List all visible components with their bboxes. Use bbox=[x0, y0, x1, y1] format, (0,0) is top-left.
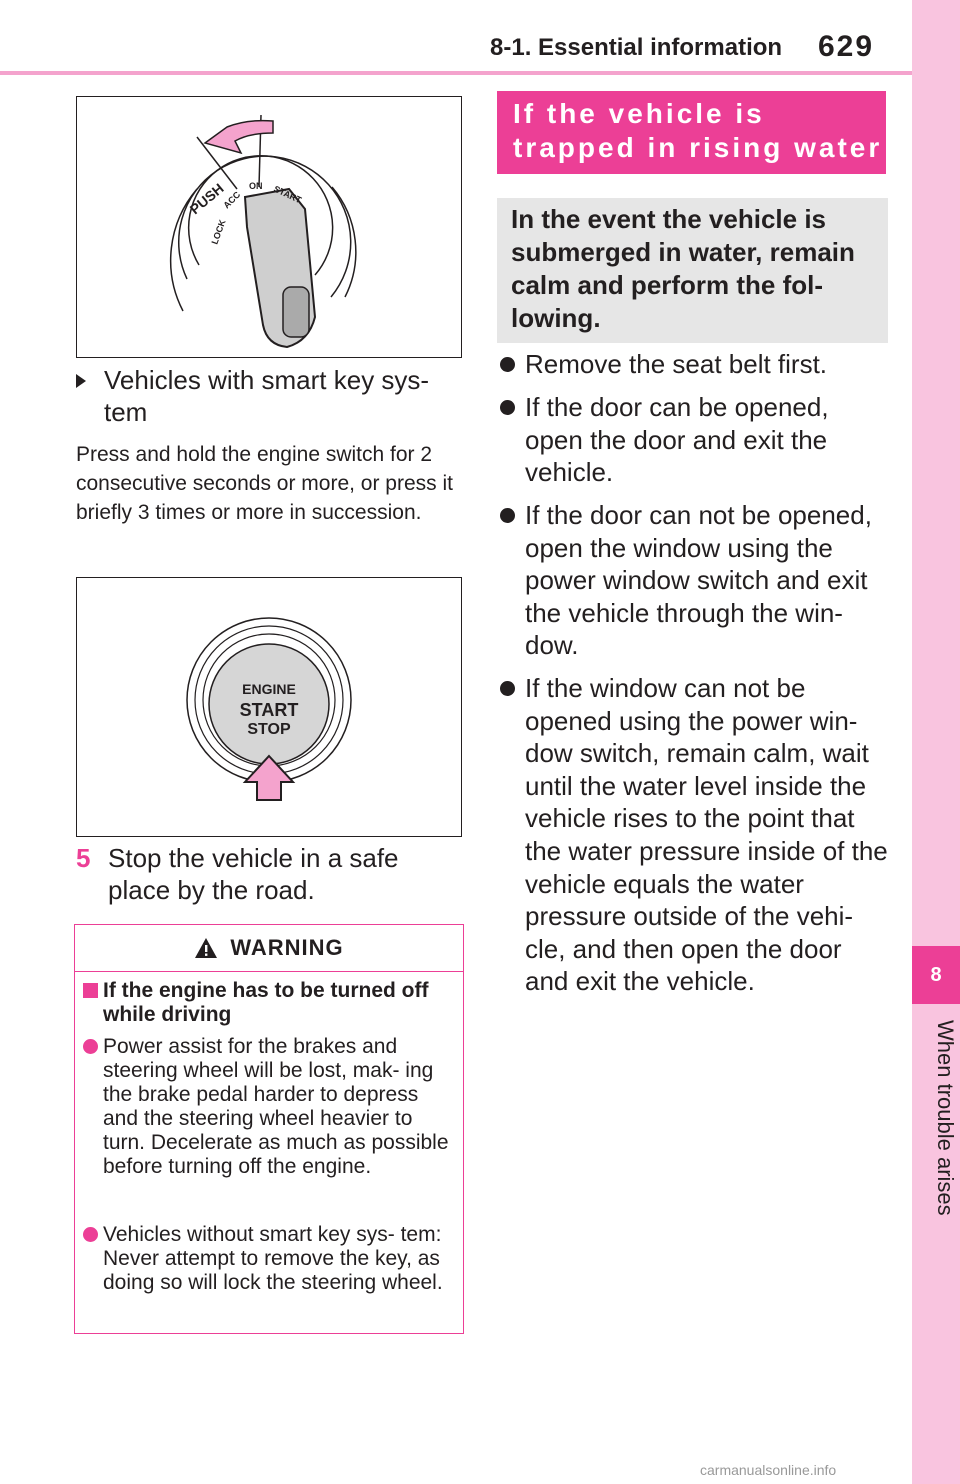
svg-text:PUSH: PUSH bbox=[186, 180, 227, 218]
section-banner: If the vehicle is trapped in rising water bbox=[497, 91, 886, 174]
circle-bullet-icon bbox=[500, 681, 515, 696]
svg-text:ON: ON bbox=[249, 181, 263, 191]
svg-text:START: START bbox=[239, 700, 299, 720]
page-number: 629 bbox=[818, 30, 875, 63]
svg-text:ACC: ACC bbox=[221, 189, 243, 211]
ignition-key-illustration bbox=[77, 97, 461, 357]
watermark[interactable]: carmanualsonline.info bbox=[700, 1462, 837, 1478]
warning-subheading: If the engine has to be turned off while driving bbox=[83, 979, 455, 1027]
section-title: 8-1. Essential information bbox=[490, 34, 783, 61]
warning-header bbox=[75, 925, 463, 972]
engine-start-stop-illustration bbox=[77, 578, 461, 836]
step-number: 5 bbox=[76, 843, 91, 873]
warning-item: Vehicles without smart key sys- tem: Never attempt to remove the key, as doing so will lock the steering wheel. bbox=[83, 1223, 455, 1295]
list-item: If the window can not be opened using the power win- dow switch, remain calm, wait until the water level inside the vehicle rises to the point that the water pressure inside of the vehicle equals the water pressure outside of the vehi- cle, and then open the door and exit the vehicle. bbox=[498, 672, 888, 998]
chapter-number: 8 bbox=[912, 946, 960, 1004]
list-item: If the door can be opened, open the door and exit the vehicle. bbox=[498, 391, 888, 489]
circle-bullet-icon bbox=[500, 508, 515, 523]
ignition-switch-figure bbox=[76, 96, 462, 358]
chapter-title: When trouble arises bbox=[933, 1020, 958, 1216]
header-rule bbox=[0, 71, 912, 75]
circle-bullet-icon bbox=[83, 1227, 98, 1242]
engine-button-labels bbox=[240, 681, 299, 738]
warning-triangle-icon bbox=[194, 937, 218, 959]
list-item: If the door can not be opened, open the window using the power window switch and exit the vehicle through the win- dow. bbox=[498, 499, 888, 662]
svg-text:ENGINE: ENGINE bbox=[242, 681, 296, 697]
intro-box: In the event the vehicle is submerged in water, remain calm and perform the fol- lowing. bbox=[497, 198, 888, 343]
smart-key-heading: Vehicles with smart key sys- tem bbox=[76, 364, 466, 428]
circle-bullet-icon bbox=[500, 357, 515, 372]
svg-text:LOCK: LOCK bbox=[209, 218, 228, 246]
warning-box bbox=[74, 924, 464, 1334]
svg-text:STOP: STOP bbox=[247, 721, 291, 738]
engine-button-figure bbox=[76, 577, 462, 837]
square-bullet-icon bbox=[83, 983, 98, 998]
step-5 bbox=[76, 842, 466, 906]
chapter-side-tab[interactable] bbox=[912, 0, 960, 1484]
svg-text:START: START bbox=[272, 183, 303, 206]
warning-title: WARNING bbox=[230, 935, 344, 960]
smart-key-instruction: Press and hold the engine switch for 2 consecutive seconds or more, or press it briefly 3 times or more in succession. bbox=[76, 443, 453, 524]
circle-bullet-icon bbox=[83, 1039, 98, 1054]
step-text: Stop the vehicle in a safe place by the road. bbox=[108, 843, 399, 905]
circle-bullet-icon bbox=[500, 400, 515, 415]
triangle-bullet-icon bbox=[76, 374, 86, 388]
list-item: Remove the seat belt first. bbox=[498, 348, 888, 381]
warning-item: Power assist for the brakes and steering wheel will be lost, mak- ing the brake pedal harder to depress and the steering wheel heavier to turn. Decelerate as much as possible before turning off the engine. bbox=[83, 1035, 455, 1179]
